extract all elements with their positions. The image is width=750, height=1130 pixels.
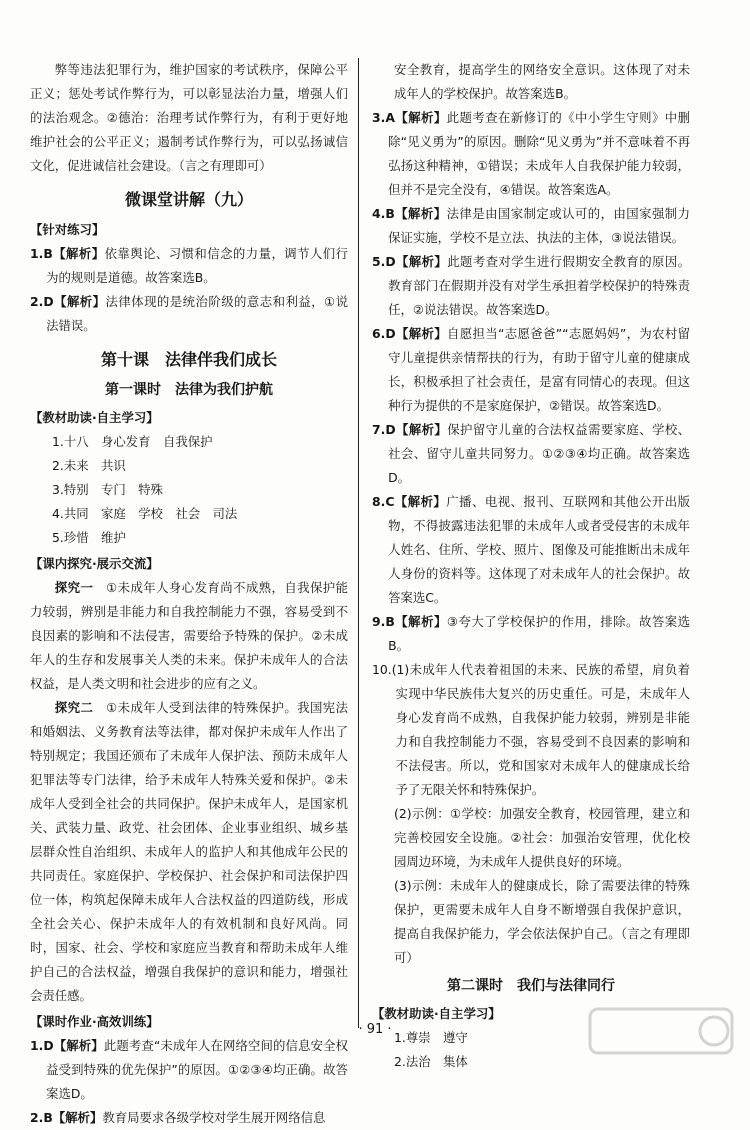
- answer-item: 8.C【解析】广播、电视、报刊、互联网和其他公开出版物，不得披露违法犯罪的未成年人或者受侵害的未成年人姓名、住所、学校、照片、图像及可能推断出未成年人身份的资料等。这体现了对未成年人的社会保护。故答案选C。: [372, 494, 691, 605]
- answer-item: 9.B【解析】③夸大了学校保护的作用，排除。故答案选B。: [372, 614, 691, 653]
- answer-item: 4.B【解析】法律是由国家制定或认可的，由国家强制力保证实施，学校不是立法、执法的主体，③说法错误。: [372, 206, 691, 245]
- answer-item: 7.D【解析】保护留守儿童的合法权益需要家庭、学校、社会、留守儿童共同努力。①②③④均正确。故答案选D。: [372, 422, 691, 485]
- lesson-title: 第十课 法律伴我们成长: [100, 350, 277, 369]
- explore-paragraph: 探究二 ①未成年人受到法律的特殊保护。我国宪法和婚姻法、义务教育法等法律，都对保护未成年人作出了特别规定；我国还颁布了未成年人保护法、预防未成年人犯罪法等专门法律，给予未成年人特殊关爱和保护。②未成年人受到全社会的共同保护。保护未成年人，是国家机关、武装力量、政党、社会团体、企业事业组织、城乡基层群众性自治组织、未成年人的监护人和其他成年公民的共同责任。家庭保护、学校保护、社会保护和司法保护四位一体，构筑起保障未成年人合法权益的四道防线，形成全社会关心、保护未成年人的有效机制和良好风尚。同时，国家、社会、学校和家庭应当教育和帮助未成年人维护自己的合法权益，增强自我保护的意识和能力，增强社会责任感。: [30, 700, 349, 1003]
- practice-tag: 【针对练习】: [30, 222, 105, 237]
- q10-part3: (3)示例：未成年人的健康成长，除了需要法律的特殊保护，更需要未成年人自身不断增强自我保护意识，提高自我保护能力，学会依法保护自己。（言之有理即可）: [394, 878, 690, 965]
- right-intro-paragraph: 安全教育，提高学生的网络安全意识。这体现了对未成年人的学校保护。故答案选B。: [394, 62, 690, 101]
- answer-item: 5.D【解析】此题考查对学生进行假期安全教育的原因。教育部门在假期并没有对学生承担着学校保护的特殊责任，②说法错误。故答案选D。: [372, 254, 691, 317]
- page-number: · 91 ·: [358, 1022, 392, 1037]
- guide-tag-2: 【教材助读·自主学习】: [372, 1006, 501, 1021]
- left-intro-paragraph: 弊等违法犯罪行为，维护国家的考试秩序，保障公平正义；惩处考试作弊行为，可以彰显法治力量，增强人们的法治观念。②德治：治理考试作弊行为，有利于更好地维护社会的公平正义；遏制考试作弊行为，可以弘扬诚信文化，促进诚信社会建设。（言之有理即可）: [30, 62, 348, 173]
- guide-item: 3.特别 专门 特殊: [52, 482, 163, 497]
- homework-tag: 【课时作业·高效训练】: [30, 1014, 159, 1029]
- practice-answer: 1.B【解析】依靠舆论、习惯和信念的力量，调节人们行为的规则是道德。故答案选B。: [30, 246, 349, 285]
- guide-item: 2.法治 集体: [394, 1054, 468, 1069]
- q10-part2: (2)示例：①学校：加强安全教育，校园管理，建立和完善校园安全设施。②社会：加强治安管理，优化校园周边环境，为未成年人提供良好的环境。: [394, 806, 690, 869]
- practice-answer: 2.D【解析】法律体现的是统治阶级的意志和利益，①说法错误。: [30, 294, 349, 333]
- section2-title: 第二课时 我们与法律同行: [447, 978, 615, 994]
- watermark-logo: [586, 1005, 736, 1081]
- guide-item: 5.珍惜 维护: [52, 530, 126, 545]
- guide-item: 4.共同 家庭 学校 社会 司法: [52, 506, 238, 521]
- explore-tag: 【课内探究·展示交流】: [30, 556, 159, 571]
- guide-item: 1.十八 身心发育 自我保护: [52, 434, 213, 449]
- column-divider: [358, 58, 359, 1028]
- section1-title: 第一课时 法律为我们护航: [105, 382, 273, 398]
- homework-answer: 2.B【解析】教育局要求各级学校对学生展开网络信息: [30, 1110, 326, 1125]
- guide-item: 2.未来 共识: [52, 458, 126, 473]
- guide-tag: 【教材助读·自主学习】: [30, 410, 159, 425]
- explore-paragraph: 探究一 ①未成年人身心发育尚不成熟，自我保护能力较弱，辨别是非能力和自我控制能力不强，容易受到不良因素的影响和不法侵害，需要给予特殊的保护。②未成年人的生存和发展事关人类的未来。保护未成年人的合法权益，是人类文明和社会进步的应有之义。: [30, 580, 349, 691]
- micro-lecture-title: 微课堂讲解（九）: [124, 190, 253, 209]
- right-column: [372, 58, 690, 1074]
- guide-item: 1.尊崇 遵守: [394, 1030, 468, 1045]
- answer-item: 6.D【解析】自愿担当“志愿爸爸”“志愿妈妈”，为农村留守儿童提供亲情帮扶的行为，有助于留守儿童的健康成长，积极承担了社会责任，是富有同情心的表现。但这种行为提供的不是家庭保护，②错误。故答案选D。: [372, 326, 691, 413]
- answer-item: 3.A【解析】此题考查在新修订的《中小学生守则》中删除“见义勇为”的原因。删除“见义勇为”并不意味着不再弘扬这种精神，①错误；未成年人自我保护能力较弱，但并不是完全没有，④错误。故答案选A。: [372, 110, 691, 197]
- q10-part1: 10.(1)未成年人代表着祖国的未来、民族的希望，肩负着实现中华民族伟大复兴的历史重任。可是，未成年人身心发育尚不成熟，自我保护能力较弱，辨别是非能力和自我控制能力不强，容易受到不良因素的影响和不法侵害。所以，党和国家对未成年人的健康成长给予了无限关怀和特殊保护。: [372, 662, 690, 797]
- left-column: [30, 58, 348, 1130]
- homework-answer: 1.D【解析】此题考查“未成年人在网络空间的信息安全权益受到特殊的优先保护”的原因。①②③④均正确。故答案选D。: [30, 1038, 349, 1101]
